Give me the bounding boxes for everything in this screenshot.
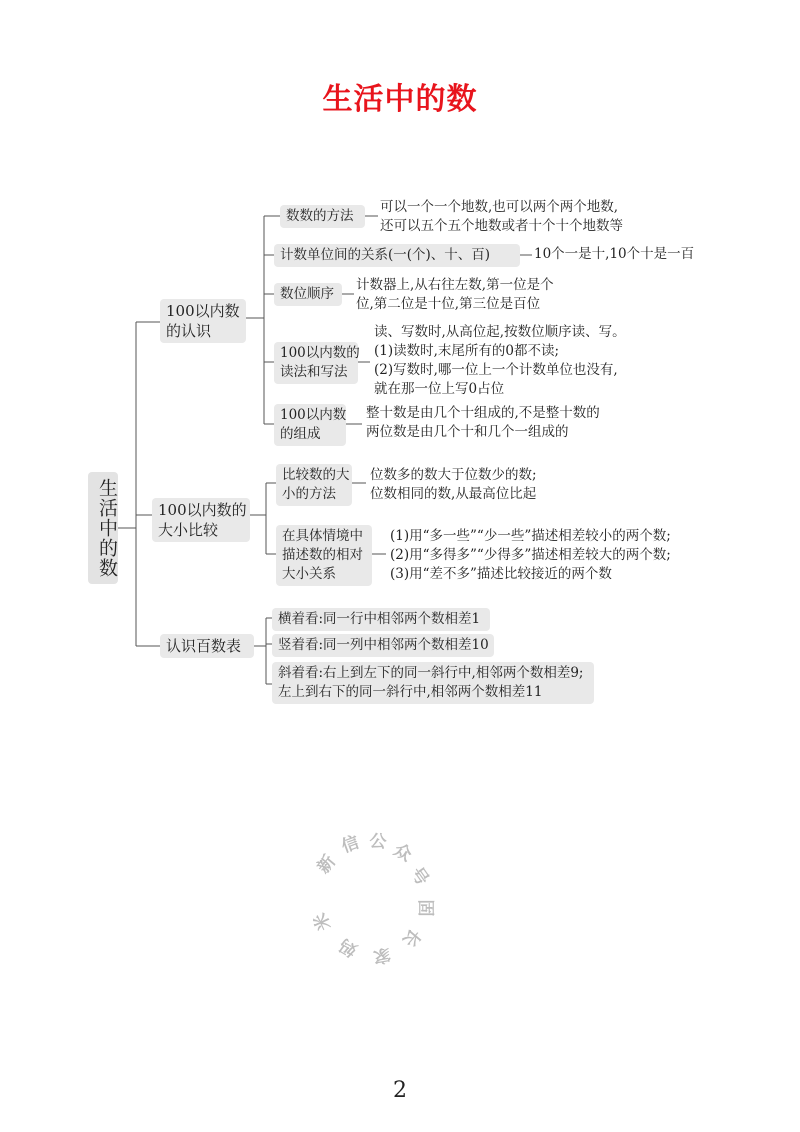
stamp-char: 新	[313, 851, 340, 878]
node-compare-method: 比较数的大 小的方法	[276, 464, 352, 506]
stamp-graphic	[300, 830, 440, 970]
detail-unit-relation: 10个一是十,10个十是一百	[534, 246, 695, 262]
stamp-char: 固	[415, 899, 435, 917]
page-title: 生活中的数	[322, 82, 478, 117]
node-unit-relation: 计数单位间的关系(一(个)、十、百)	[274, 244, 520, 267]
stamp-char: 众	[390, 839, 415, 866]
detail-digit-order: 计数器上,从右往左数,第一位是个 位,第二位是十位,第三位是百位	[356, 277, 554, 312]
node-counting-method: 数数的方法	[280, 205, 365, 228]
node-read-write: 100以内数的 读法和写法	[274, 342, 358, 384]
branch-hundred-chart: 认识百数表	[160, 634, 254, 658]
stamp-char: 号	[406, 863, 433, 890]
page-number: 2	[393, 1078, 407, 1103]
detail-read-write: 读、写数时,从高位起,按数位顺序读、写。 (1)读数时,末尾所有的0都不读; (2)写数时,哪一位上一个计数单位也没有, 就在那一位上写0占位	[374, 324, 626, 397]
stamp-char: 家	[371, 943, 392, 967]
stamp-char: 信	[338, 832, 362, 858]
stamp-char: 公	[368, 831, 388, 853]
node-digit-order: 数位顺序	[274, 283, 342, 306]
detail-counting-method: 可以一个一个地数,也可以两个两个地数, 还可以五个五个地数或者十个十个地数等	[380, 199, 623, 234]
root-node: 生活中的数	[88, 472, 118, 584]
detail-compare-method: 位数多的数大于位数少的数; 位数相同的数,从最高位比起	[370, 467, 537, 502]
detail-composition: 整十数是由几个十组成的,不是整十数的 两位数是由几个十和几个一组成的	[366, 405, 600, 440]
detail-relative-size: (1)用“多一些”“少一些”描述相差较小的两个数; (2)用“多得多”“少得多”描述相差较大的两个数; (3)用“差不多”描述比较接近的两个数	[390, 528, 671, 582]
node-vertical: 竖着看:同一列中相邻两个数相差10	[272, 634, 494, 657]
node-composition: 100以内数 的组成	[274, 404, 346, 446]
stamp-char: 长	[398, 924, 425, 951]
watermark-stamp	[300, 830, 440, 970]
node-horizontal: 横着看:同一行中相邻两个数相差1	[272, 608, 490, 631]
node-relative-size: 在具体情境中 描述数的相对 大小关系	[276, 525, 372, 586]
stamp-char: 米	[310, 909, 336, 934]
branch-100-recognition: 100以内数 的认识	[160, 299, 246, 343]
node-diagonal: 斜着看:右上到左下的同一斜行中,相邻两个数相差9; 左上到右下的同一斜行中,相邻两个数相差11	[272, 662, 594, 704]
branch-100-comparison: 100以内数的 大小比较	[152, 498, 250, 542]
stamp-char: 妈	[336, 934, 361, 961]
